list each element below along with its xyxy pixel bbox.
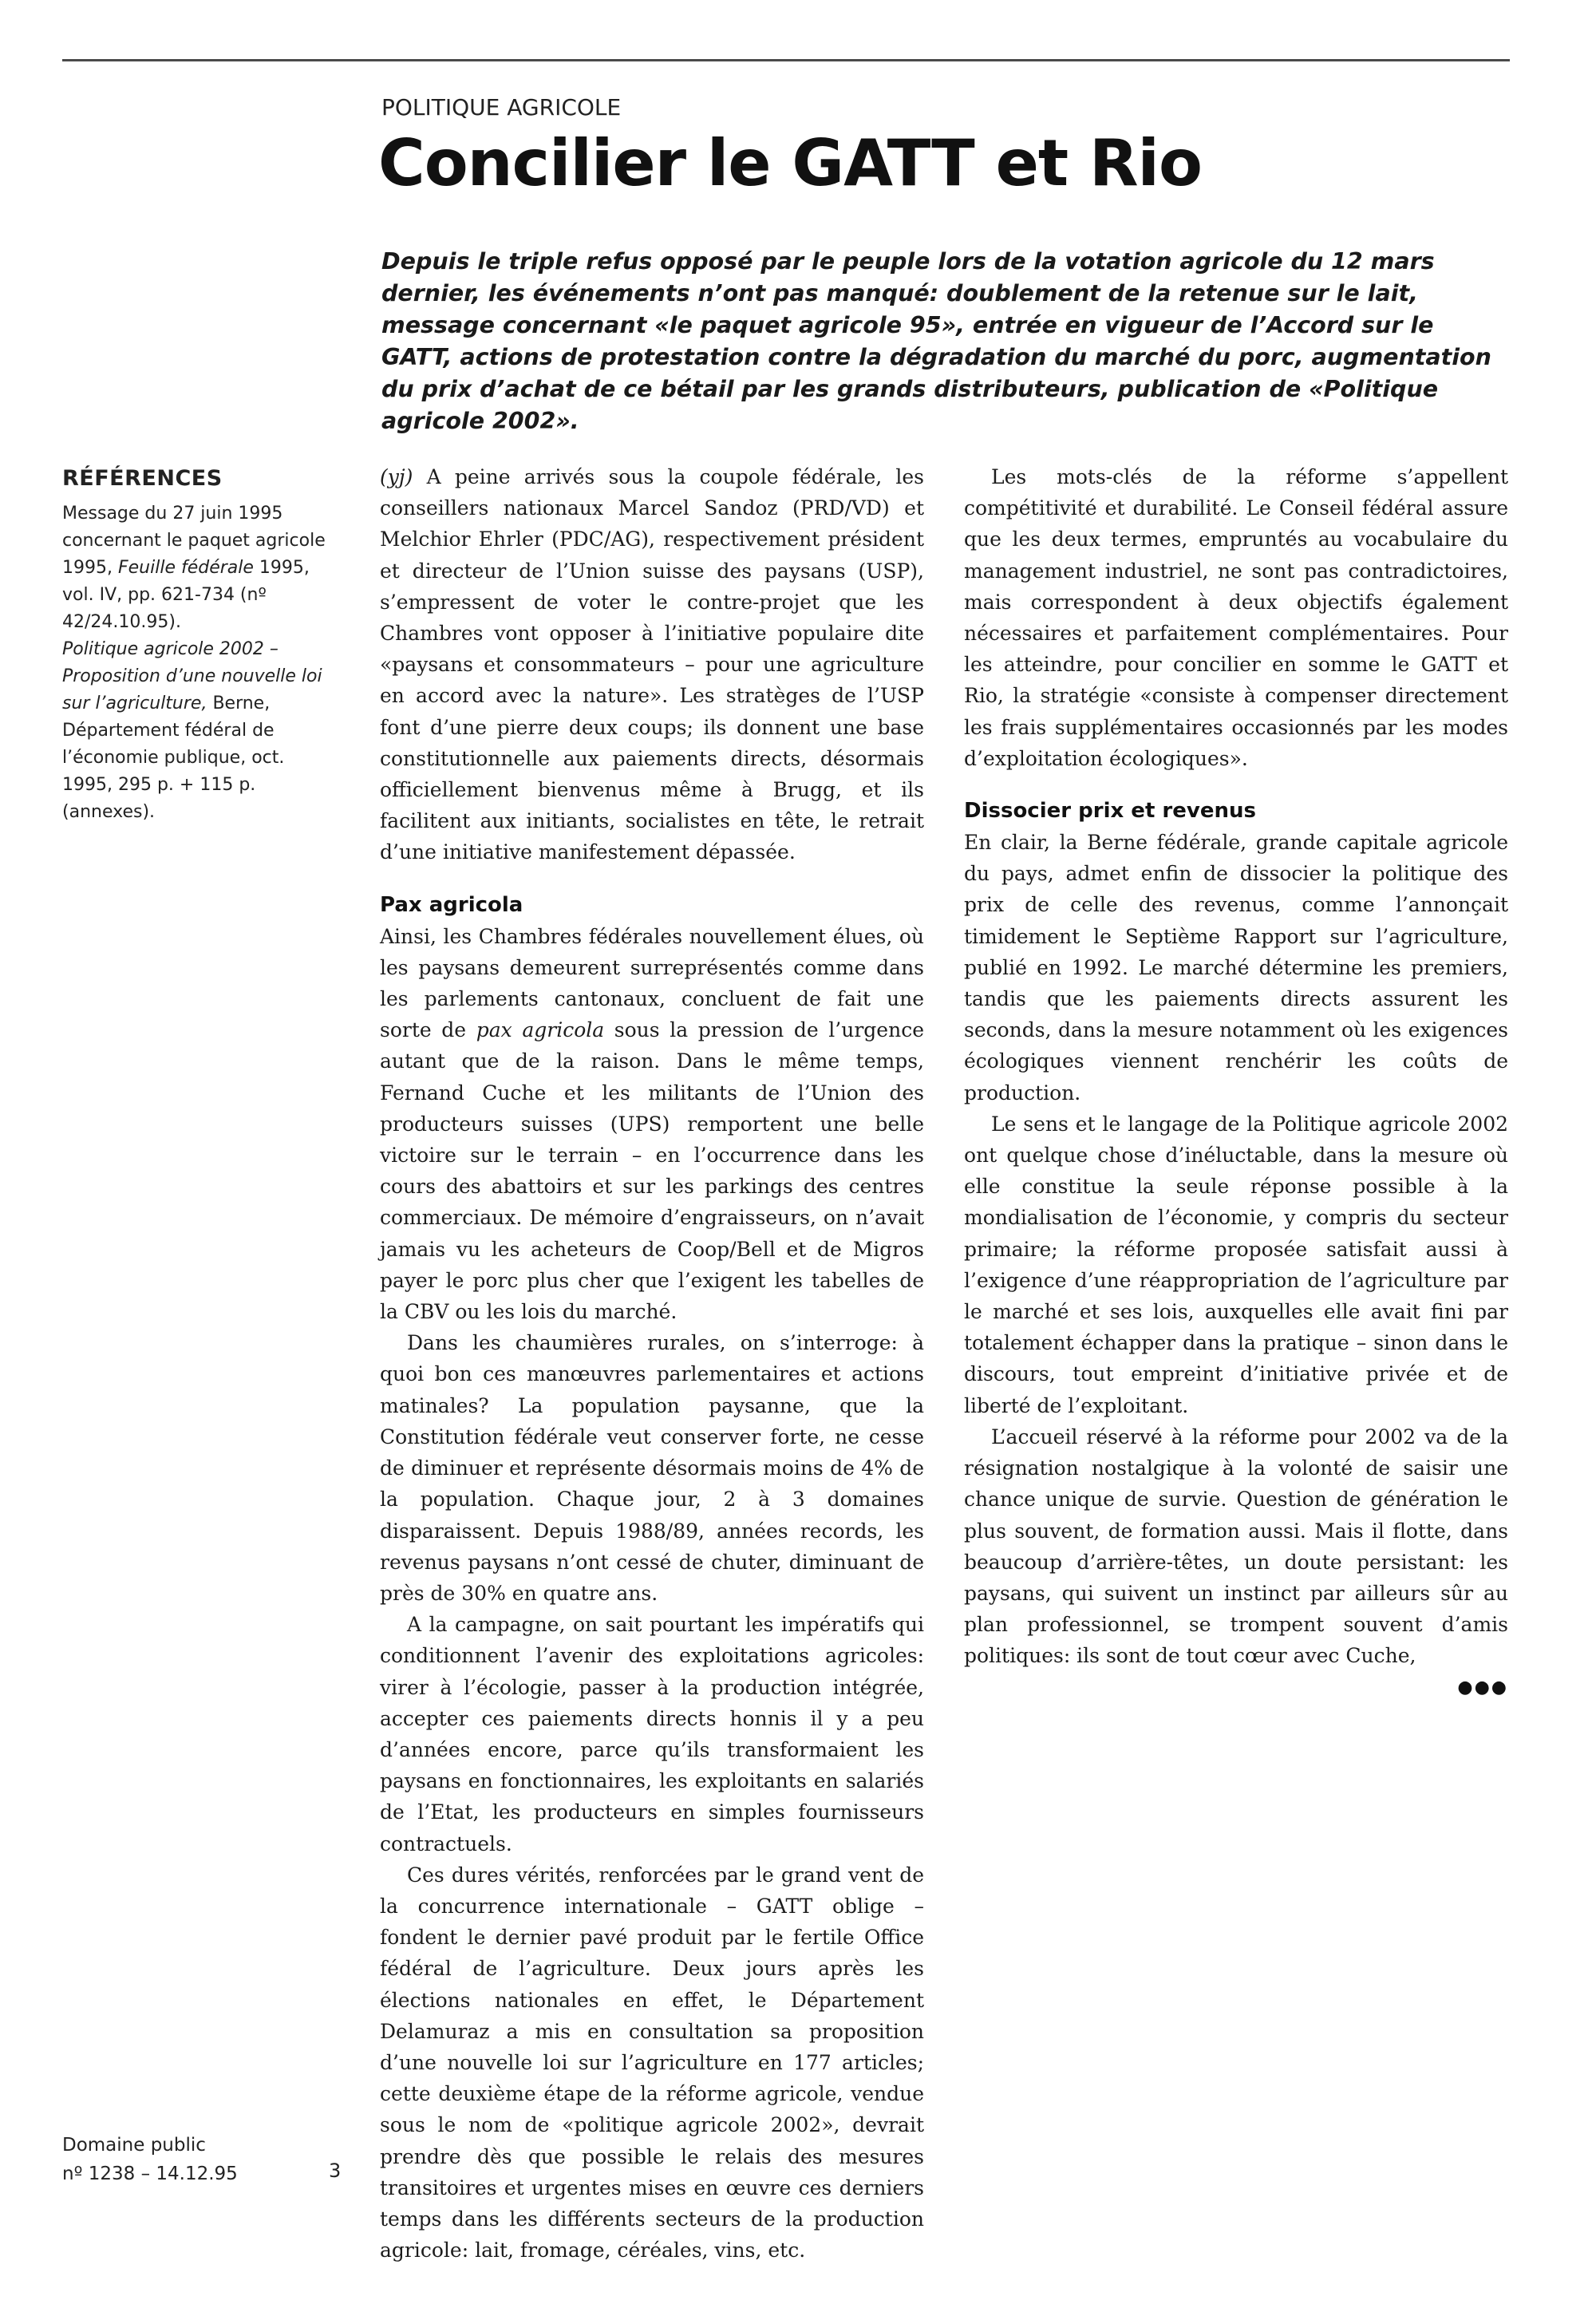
- page-number: 3: [329, 2160, 342, 2182]
- article-paragraph: Le sens et le langage de la Politique agricole 2002 ont quelque chose d’inéluctable, dans la mesure où elle constitue la seule réponse possible à la mondialisation de l’économie, y compris du secteur primaire; la réforme proposée satisfait aussi à l’exigence d’une réappropriation de l’agriculture par le marché et ses lois, auxquelles elle avait fini par totalement échapper dans la pratique – sinon dans le discours, tout empreint d’initiative privée et de liberté de l’exploitant.: [964, 1112, 1508, 1417]
- subheading: Pax agricola: [380, 892, 523, 917]
- subheading: Dissocier prix et revenus: [964, 799, 1256, 824]
- reference-text: 1995, vol. IV, pp. 621-734 (nº 42/24.10.95).: [62, 558, 310, 632]
- paragraph-text: Ainsi, les Chambres fédérales nouvellement élues, où les paysans demeurent surreprésentés comme dans les parlements cantonaux, concluent de fait une sorte de: [380, 924, 924, 1042]
- article-lead: Depuis le triple refus opposé par le peuple lors de la votation agricole du 12 mars dernier, les événements n’ont pas manqué: doublement de la retenue sur le lait, message concernant «le paquet agricole 95», entrée en vigueur de l’Accord sur le GATT, actions de protestation contre la dégradation du marché du porc, augmentation du prix d’achat de ce bétail par les grands distributeurs, publication de «Politique agricole 2002».: [381, 248, 1491, 434]
- reference-text: Message du 27 juin 1995 concernant le paquet agricole 1995,: [62, 504, 326, 578]
- article-paragraph: A la campagne, on sait pourtant les impératifs qui conditionnent l’avenir des exploitations agricoles: virer à l’écologie, passer à la production intégrée, accepter ces paiements directs honnis il y a peu d’années encore, parce qu’ils transformaient les paysans en fonctionnaires, les exploitants en salariés de l’Etat, les producteurs en simples fournisseurs contractuels.: [380, 1613, 924, 1855]
- references-sidebar: [62, 466, 334, 826]
- reference-text: Berne, Département fédéral de l’économie publique, oct. 1995, 295 p. + 115 p. (annexes).: [62, 694, 285, 822]
- reference-item: [62, 500, 334, 636]
- article-paragraph: En clair, la Berne fédérale, grande capitale agricole du pays, admet enfin de dissocier la politique des prix de celle des revenus, comme l’annonçait timidement le Septième Rapport sur l’agriculture, publié en 1992. Le marché détermine les premiers, tandis que les paiements directs assurent les seconds, dans la mesure notamment où les exigences écologiques viennent renchérir les coûts de production.: [964, 831, 1508, 1105]
- top-rule: [62, 59, 1510, 61]
- article-paragraph: Dans les chaumières rurales, on s’interroge: à quoi bon ces manœuvres parlementaires et actions matinales? La population paysanne, que la Constitution fédérale veut conserver forte, ne cesse de diminuer et représente désormais moins de 4% de la population. Chaque jour, 2 à 3 domaines disparaissent. Depuis 1988/89, années records, les revenus paysans n’ont cessé de chuter, diminuant de près de 30% en quatre ans.: [380, 1331, 924, 1605]
- article-paragraph: Les mots-clés de la réforme s’appellent compétitivité et durabilité. Le Conseil fédéral assure que les deux termes, empruntés au vocabulaire du management industriel, ne sont pas contradictoires, mais correspondent à deux objectifs également nécessaires et parfaitement complémentaires. Pour les atteindre, pour concilier en somme le GATT et Rio, la stratégie «consiste à compenser directement les frais supplémentaires occasionnés par les modes d’exploitation écologiques».: [964, 465, 1508, 770]
- reference-title: Politique agricole 2002 – Proposition d’une nouvelle loi sur l’agriculture,: [62, 639, 322, 713]
- paragraph-emphasis: pax agricola: [476, 1018, 605, 1042]
- article-headline: Concilier le GATT et Rio: [378, 126, 1202, 200]
- paragraph-text: sous la pression de l’urgence autant que de la raison. Dans le même temps, Fernand Cuche et les militants de l’Union des producteurs suisses (UPS) remportent une belle victoire sur le terrain – en l’occurrence dans les cours des abattoirs et sur les parkings des centres commerciaux. De mémoire d’engraisseurs, on n’avait jamais vu les acheteurs de Coop/Bell et de Migros payer le porc plus cher que l’exigent les tabelles de la CBV ou les lois du marché.: [380, 1018, 924, 1324]
- paragraph-text: A peine arrivés sous la coupole fédérale, les conseillers nationaux Marcel Sandoz (PRD/VD) et Melchior Ehrler (PDC/AG), respectivement président et directeur de l’Union suisse des paysans (USP), s’empressent de voter le contre-projet que les Chambres vont opposer à l’initiative populaire dite «paysans et consommateurs – pour une agriculture en accord avec la nature». Les stratèges de l’USP font d’une pierre deux coups; ils donnent une base constitutionnelle aux paiements directs, désormais officiellement bienvenus même à Brugg, et ils facilitent aux initiants, socialistes en tête, le retrait d’une initiative manifestement dépassée.: [380, 465, 924, 864]
- reference-source: Feuille fédérale: [117, 558, 254, 578]
- byline: (yj): [380, 465, 413, 488]
- section-kicker: POLITIQUE AGRICOLE: [381, 94, 622, 121]
- publication-name: Domaine public: [62, 2135, 206, 2156]
- article-column-2: [964, 461, 1508, 1703]
- issue-info: nº 1238 – 14.12.95: [62, 2164, 238, 2184]
- article-paragraph: Ces dures vérités, renforcées par le grand vent de la concurrence internationale – GATT oblige – fondent le dernier pavé produit par le fertile Office fédéral de l’agriculture. Deux jours après les élections nationales en effet, le Département Delamuraz a mis en consultation sa proposition d’une nouvelle loi sur l’agriculture en 177 articles; cette deuxième étape de la réforme agricole, vendue sous le nom de «politique agricole 2002», devrait prendre dès que possible le relais des mesures transitoires et urgentes mises en œuvre ces derniers temps dans les différents secteurs de la production agricole: lait, fromage, céréales, vins, etc.: [380, 1863, 924, 2262]
- continued-marker: ●●●: [1457, 1677, 1508, 1697]
- reference-item: [62, 636, 334, 826]
- references-heading: RÉFÉRENCES: [62, 466, 223, 491]
- article-paragraph: L’accueil réservé à la réforme pour 2002 va de la résignation nostalgique à la volonté de saisir une chance unique de survie. Question de génération le plus souvent, de formation aussi. Mais il flotte, dans beaucoup d’arrière-têtes, un doute persistant: les paysans, qui suivent un instinct par ailleurs sûr au plan professionnel, se trompent souvent d’amis politiques: ils sont de tout cœur avec Cuche,: [964, 1425, 1508, 1668]
- article-paragraph: [380, 461, 924, 868]
- article-paragraph: [380, 921, 924, 1328]
- article-column-1: [380, 461, 924, 2266]
- page-footer: [62, 2131, 350, 2188]
